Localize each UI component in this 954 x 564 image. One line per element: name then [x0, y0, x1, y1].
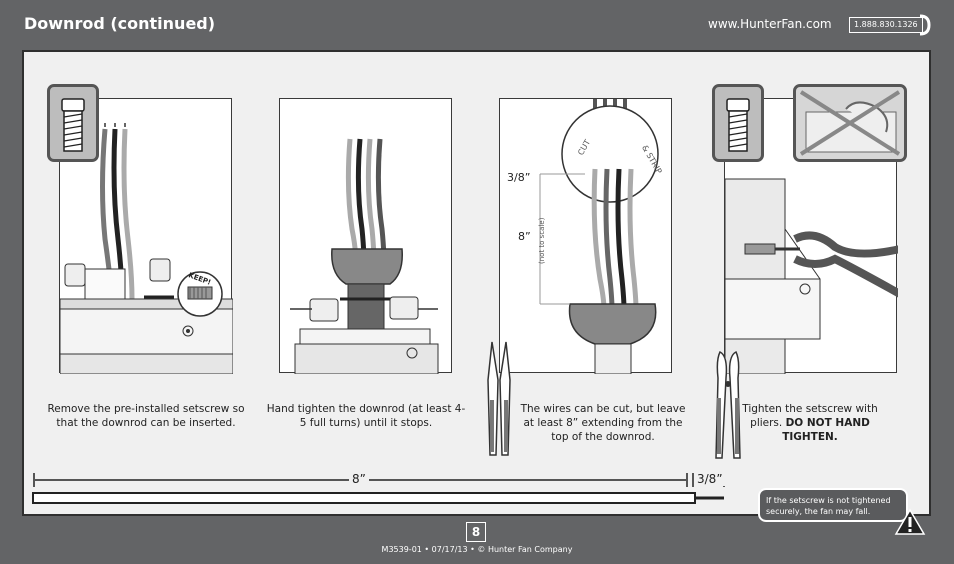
cut-label: CUT	[576, 138, 593, 157]
strip-label: & STRIP	[639, 143, 664, 176]
measure-8-label: 8”	[518, 230, 531, 243]
step-1-caption: Remove the pre-installed setscrew so that the downrod can be inserted.	[47, 403, 245, 429]
length-ruler	[32, 472, 732, 488]
wire-end-icon	[696, 493, 726, 503]
setscrew-callout-2	[712, 84, 764, 162]
not-to-scale-note: (not to scale)	[538, 217, 546, 264]
step-3-caption: The wires can be cut, but leave at least 8” extending from the top of the downrod.	[520, 403, 686, 443]
step-4-caption	[740, 402, 880, 444]
warning-icon	[894, 508, 926, 536]
keep-label: KEEP!	[187, 271, 212, 287]
crimp-pliers-icon	[484, 340, 514, 458]
footer-text: M3539-01 • 07/17/13 • © Hunter Fan Company	[381, 545, 573, 554]
warning-box: If the setscrew is not tightened securely, the fan may fall.	[758, 488, 908, 522]
setscrew-icon	[715, 87, 761, 159]
phone-icon	[917, 14, 931, 36]
step-2-caption: Hand tighten the downrod (at least 4-5 full turns) until it stops.	[266, 403, 466, 429]
step-4-caption-main: Tighten the setscrew with pliers.	[742, 403, 878, 429]
setscrew-callout	[47, 84, 99, 162]
step-4-caption-warning: DO NOT HAND TIGHTEN.	[782, 417, 870, 443]
step-2-illustration	[279, 98, 452, 373]
cross-out-icon	[796, 87, 904, 159]
page-title: Downrod (continued)	[24, 14, 216, 33]
page-number: 8	[466, 522, 486, 542]
pliers-icon	[712, 348, 744, 460]
no-hand-tighten-callout	[793, 84, 907, 162]
wire-length-template	[32, 492, 696, 504]
ruler-3-8-label: 3/8”	[694, 472, 726, 486]
ruler-8-label: 8”	[349, 472, 369, 486]
website-link[interactable]: www.HunterFan.com	[708, 17, 832, 31]
phone-number: 1.888.830.1326	[849, 17, 923, 33]
instruction-panel	[22, 50, 931, 516]
setscrew-icon	[50, 87, 96, 159]
measure-3-8-label: 3/8”	[507, 171, 531, 184]
